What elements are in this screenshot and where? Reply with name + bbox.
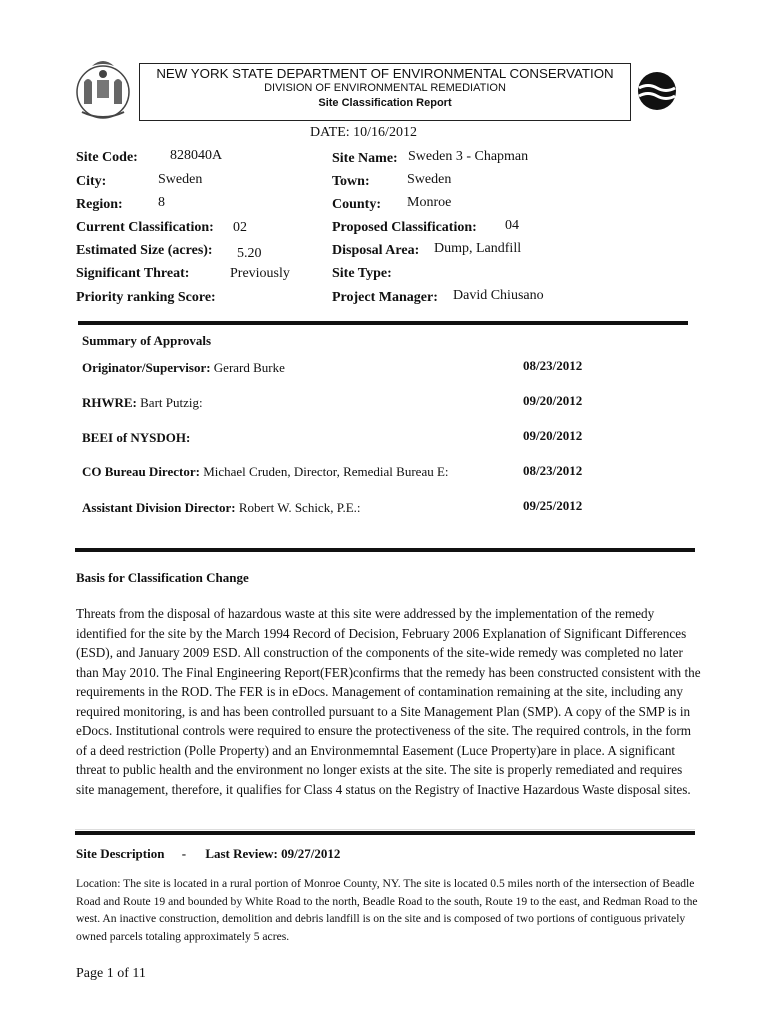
approval-row-label-wrap <box>82 464 449 480</box>
site-type-label: Site Type: <box>332 266 392 281</box>
basis-heading: Basis for Classification Change <box>76 570 249 585</box>
approval-role: Assistant Division Director: <box>82 500 236 515</box>
divider <box>75 548 695 552</box>
site-description-heading-wrap <box>76 846 340 862</box>
division-name: DIVISION OF ENVIRONMENTAL REMEDIATION <box>264 82 506 94</box>
approval-row-label-wrap <box>82 360 285 376</box>
dec-logo-icon <box>637 66 677 116</box>
approval-role: Originator/Supervisor: <box>82 360 211 375</box>
divider <box>75 831 695 835</box>
site-code-value: 828040A <box>170 148 223 163</box>
region-label: Region: <box>76 197 123 212</box>
proposed-classification-value: 04 <box>505 218 519 233</box>
approval-name: Bart Putzig: <box>140 395 203 410</box>
nys-seal-icon <box>70 52 136 124</box>
proposed-classification-label: Proposed Classification: <box>332 220 477 235</box>
county-label: County: <box>332 197 382 212</box>
basis-paragraph: Threats from the disposal of hazardous waste at this site were addressed by the implementation of the remedy identified for the site by the March 1994 Record of Decision, February 2006 Explanation of Significant Differences (ESD), and January 2009 ESD. All construction of the components of the site-wide remedy was completed no later than May 2010. The Final Engineering Report(FER)confirms that the remedy has been constructed consistent with the requirements in the ROD. The FER is in eDocs. Management of contamination remaining at the site, including any required monitoring, is and has been controlled pursuant to a Site Management Plan (SMP). A copy of the SMP is in eDocs. Institutional controls were required to ensure the protectiveness of the site. The required controls, in the form of a deed restriction (Polle Property) and an Environmemntal Easement (Luce Property)are in place. A significant threat to public health and the environment no longer exists at the site. The site is properly remediated and requires site management, therefore, it qualifies for Class 4 status on the Registry of Inactive Hazardous Waste disposal sites. <box>76 606 701 797</box>
approval-role: CO Bureau Director: <box>82 464 200 479</box>
approval-date: 09/20/2012 <box>523 393 583 408</box>
site-name-label: Site Name: <box>332 151 398 166</box>
site-name-value: Sweden 3 - Chapman <box>408 149 529 164</box>
agency-name: NEW YORK STATE DEPARTMENT OF ENVIRONMENTAL CONSERVATION <box>156 66 614 81</box>
approval-row-label-wrap <box>82 430 190 446</box>
town-label: Town: <box>332 174 370 189</box>
approval-date: 09/20/2012 <box>523 428 583 443</box>
page-number: Page 1 of 11 <box>76 966 146 981</box>
estimated-size-label: Estimated Size (acres): <box>76 243 213 258</box>
project-manager-value: David Chiusano <box>453 288 544 303</box>
location-paragraph: Location: The site is located in a rural portion of Monroe County, NY. The site is located 0.5 miles north of the intersection of Beadle Road and Route 19 and bounded by White Road to the north, Beadle Road to the south, Route 19 to the east, and Redman Road to the west. An inactive construction, demolition and debris landfill is on the site and is composed of two portions of contiguous privately owned parcels totaling approximately 5 acres. <box>76 877 698 943</box>
report-date: DATE: 10/16/2012 <box>310 125 417 140</box>
divider <box>75 829 695 830</box>
disposal-area-value: Dump, Landfill <box>434 241 522 256</box>
region-value: 8 <box>158 195 165 210</box>
current-classification-label: Current Classification: <box>76 220 214 235</box>
heading-dash: - <box>181 846 187 861</box>
approval-row-label-wrap <box>82 395 203 411</box>
header-box <box>139 63 631 121</box>
approval-date: 09/25/2012 <box>523 498 583 513</box>
city-value: Sweden <box>158 172 203 187</box>
site-description-heading: Site Description <box>76 846 165 861</box>
disposal-area-label: Disposal Area: <box>332 243 420 258</box>
approval-date: 08/23/2012 <box>523 463 583 478</box>
approval-name: Robert W. Schick, P.E.: <box>238 500 361 515</box>
last-review: Last Review: 09/27/2012 <box>205 846 341 861</box>
approval-role: RHWRE: <box>82 395 137 410</box>
approval-role: BEEI of NYSDOH: <box>82 430 191 445</box>
report-title: Site Classification Report <box>318 97 452 109</box>
site-code-label: Site Code: <box>76 150 138 165</box>
approval-name: Gerard Burke <box>213 360 285 375</box>
approvals-heading: Summary of Approvals <box>82 333 212 348</box>
town-value: Sweden <box>407 172 452 187</box>
approval-name: Michael Cruden, Director, Remedial Bureau E: <box>203 464 449 479</box>
city-label: City: <box>76 174 107 189</box>
project-manager-label: Project Manager: <box>332 290 438 305</box>
priority-ranking-label: Priority ranking Score: <box>76 290 216 305</box>
significant-threat-label: Significant Threat: <box>76 266 190 281</box>
approval-row-label-wrap <box>82 500 361 516</box>
significant-threat-value: Previously <box>230 266 290 281</box>
current-classification-value: 02 <box>233 220 247 235</box>
county-value: Monroe <box>407 195 452 210</box>
approval-date: 08/23/2012 <box>523 358 583 373</box>
estimated-size-value: 5.20 <box>237 246 262 261</box>
divider <box>78 321 688 325</box>
